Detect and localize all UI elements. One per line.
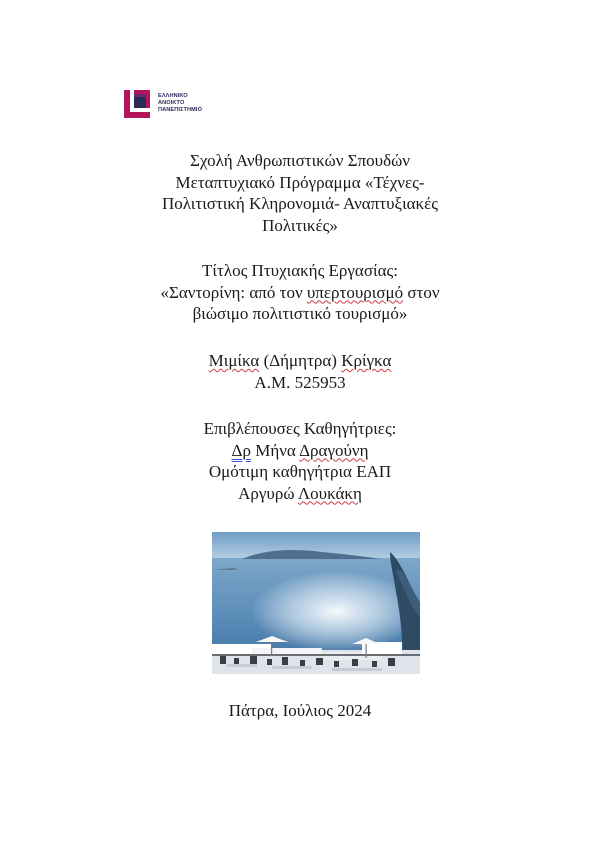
author-name-part: Κρίγκα bbox=[341, 351, 392, 370]
logo-line: ΑΝΟΙΚΤΟ bbox=[158, 100, 185, 106]
school-program-block bbox=[0, 150, 600, 236]
program-line: Πολιτικές» bbox=[262, 215, 338, 235]
supervisor-2 bbox=[0, 483, 600, 505]
author-am: Α.Μ. 525953 bbox=[254, 372, 346, 392]
university-logo bbox=[124, 88, 224, 124]
supervisor-1-role: Ομότιμη καθηγήτρια ΕΑΠ bbox=[208, 462, 392, 481]
place-date: Πάτρα, Ιούλιος 2024 bbox=[228, 701, 372, 720]
program-line: Πολιτιστική Κληρονομιά- Αναπτυξιακές bbox=[161, 194, 438, 213]
logo-wordmark bbox=[158, 93, 202, 114]
school-name: Σχολή Ανθρωπιστικών Σπουδών bbox=[190, 151, 410, 170]
thesis-title-part: υπερτουρισμό bbox=[306, 282, 404, 302]
supervisor-1-part: Μήνα bbox=[250, 440, 300, 460]
thesis-title-line bbox=[0, 282, 600, 304]
author-block bbox=[0, 350, 600, 393]
thesis-title-block bbox=[0, 260, 600, 325]
supervisor-1-part: Δραγούνη bbox=[299, 440, 369, 460]
author-name-part: (Δήμητρα) bbox=[259, 351, 342, 370]
eap-logo-icon bbox=[124, 88, 154, 120]
supervisors-label: Επιβλέπουσες Καθηγήτριες: bbox=[203, 419, 397, 438]
logo-line: ΕΛΛΗΝΙΚΟ bbox=[158, 93, 188, 99]
supervisor-2-part: Αργυρώ bbox=[238, 483, 298, 503]
place-date-block bbox=[0, 700, 600, 722]
supervisor-1 bbox=[0, 440, 600, 462]
author-name bbox=[0, 350, 600, 372]
supervisors-block bbox=[0, 418, 600, 504]
santorini-photo bbox=[212, 532, 420, 674]
thesis-title-part: «Σαντορίνη: από τον bbox=[160, 282, 307, 302]
thesis-label: Τίτλος Πτυχιακής Εργασίας: bbox=[202, 261, 398, 280]
logo-line: ΠΑΝΕΠΙΣΤΗΜΙΟ bbox=[158, 107, 203, 113]
thesis-title-line: βιώσιμο πολιτιστικό τουρισμό» bbox=[192, 304, 408, 323]
thesis-title-part: στον bbox=[403, 282, 440, 302]
supervisor-1-part: Δρ bbox=[231, 440, 251, 460]
author-name-part: Μιμίκα bbox=[208, 351, 260, 370]
santorini-sea-view-icon bbox=[212, 532, 420, 674]
program-line: Μεταπτυχιακό Πρόγραμμα «Τέχνες- bbox=[175, 172, 425, 192]
supervisor-2-part: Λουκάκη bbox=[297, 483, 362, 503]
